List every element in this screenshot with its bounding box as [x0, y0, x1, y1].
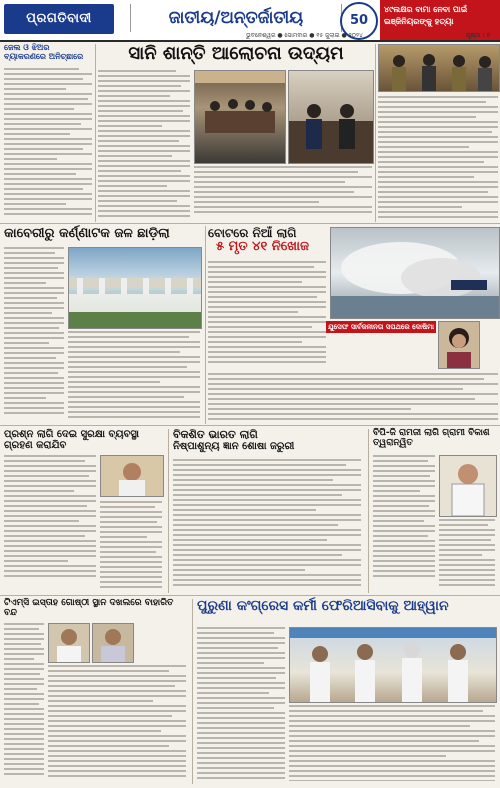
- politician-photo: [48, 623, 90, 663]
- row-divider: [0, 425, 500, 426]
- section-title: ଜାତୀୟ/ଅନ୍ତର୍ଜାତୀୟ: [130, 4, 342, 32]
- story-boat-fire[interactable]: [208, 227, 498, 423]
- politician-photo-image: [93, 624, 133, 662]
- politician-photo: [92, 623, 134, 663]
- story-body-text: [197, 627, 285, 781]
- story-headline: ସାନି ଶାନ୍ତି ଆଲୋଚନା ଉଦ୍ୟମ: [128, 43, 344, 64]
- meeting-photo: [194, 70, 286, 164]
- column-divider: [205, 226, 206, 424]
- story-body-text: [373, 455, 435, 591]
- column-divider: [375, 44, 376, 222]
- anniversary-badge: 50: [340, 2, 378, 40]
- boat-fire-photo: [330, 227, 500, 319]
- story-headline: ବିକଶିତ ଭାରତ ଲାଗି: [173, 428, 258, 441]
- story-body-text: [100, 501, 162, 591]
- story-body-text: [68, 331, 200, 421]
- story-body-text: [289, 705, 495, 781]
- story-developed-india[interactable]: [168, 429, 364, 593]
- story-headline: ପ୍ରଶ୍ନ ଲାଗି ଦେଇ ସୁରକ୍ଷା ବ୍ୟବସ୍ଥା ଗ୍ରହଣ କରାଯିବ: [4, 429, 140, 451]
- story-subheadline: ନିଷ୍ପାଶୁନ୍ୟ ଜ୍ଞାନ ଶୋଷା ଜରୁରୀ: [173, 441, 295, 453]
- dateline: [246, 32, 490, 42]
- story-body-text: [439, 519, 495, 591]
- story-body-text: [4, 247, 64, 421]
- column-divider: [95, 44, 96, 222]
- story-headline: ବୋଟରେ ନିଆଁ ଲାଗି: [208, 226, 297, 240]
- meeting-photo-image: [195, 71, 285, 163]
- police-photo: [378, 44, 500, 92]
- leaders-photo-image: [289, 71, 373, 163]
- story-body-text: [208, 373, 498, 421]
- page-number: ପୃଷ୍ଠା : ୧: [466, 32, 490, 39]
- portrait-photo-image: [439, 322, 479, 368]
- minister-photo-image: [101, 456, 163, 496]
- story-body-text: [98, 70, 190, 220]
- story-congress[interactable]: [192, 599, 498, 784]
- date-text: ଭୁବନେଶ୍ୱର ● ସୋମବାର ● ୧୫ ଜୁଲାଇ ● ୨୦୨୪: [246, 32, 363, 39]
- top-story-box[interactable]: ୪୯ଲକ୍ଷର ବାମା ନେବା ପାଇଁ ଇଞ୍ଜିନିୟରଙ୍କୁ ହତ୍ୟା: [380, 0, 500, 40]
- story-security[interactable]: [4, 429, 164, 593]
- story-body-text: [378, 96, 498, 220]
- speaker-photo: [439, 455, 497, 517]
- speaker-photo-image: [440, 456, 496, 516]
- story-body-text: [4, 455, 96, 591]
- newspaper-logo[interactable]: ପ୍ରଗତିବାଦୀ: [4, 4, 114, 34]
- story-kaveri[interactable]: [4, 227, 202, 423]
- boat-fire-photo-image: [331, 228, 499, 318]
- story-body-text: [173, 459, 361, 591]
- police-photo-image: [379, 45, 499, 91]
- story-subheadline: ୫ ମୃତ ୪୧ ନିଖୋଜ: [216, 239, 309, 255]
- congress-event-photo-image: [290, 628, 496, 702]
- masthead: [0, 0, 500, 42]
- story-tmc[interactable]: [4, 599, 188, 784]
- photo-caption: ଯୁସେଫ ସାର୍ବଜନୀନତା ସପଥରେ ଦୋଷିମା: [327, 323, 435, 331]
- story-headline: ପୁରୁଣା କଂଗ୍ରେସ କର୍ମୀ ଫେରିଆସିବାକୁ ଆହ୍ୱାନ: [197, 598, 449, 614]
- story-headline: ଟିଏମ୍‌ସି ଇସ୍ତାହ ଗୋଷ୍ଠୀ ସ୍ଥାନ ଦଖଲରେ ବାହାରିତ ବନ୍ଦ: [4, 598, 174, 618]
- dam-photo: [68, 247, 202, 329]
- story-body-text: [194, 166, 372, 220]
- congress-event-photo: [289, 627, 497, 703]
- story-body-text: [208, 261, 326, 369]
- story-left-column[interactable]: [4, 44, 92, 224]
- story-right-column[interactable]: [378, 44, 498, 222]
- portrait-photo: [438, 321, 480, 369]
- dam-photo-image: [69, 248, 201, 328]
- minister-photo: [100, 455, 164, 497]
- story-rural-development[interactable]: [368, 429, 498, 593]
- row-divider: [0, 595, 500, 596]
- story-body-text: [4, 68, 92, 218]
- story-headline: ବିପି-ଜି ରାମଜୀ ଲାଗି ଗ୍ରାମୀ ବିକାଶ ତ୍ୱରାନ୍ୱିତ: [373, 428, 490, 448]
- story-main[interactable]: [98, 44, 374, 222]
- story-headline: କାବେରୀରୁ କର୍ଣ୍ଣାଟକ ଜଳ ଛାଡ଼ିଲା: [4, 226, 170, 241]
- story-body-text: [48, 665, 186, 781]
- story-body-text: [4, 623, 44, 781]
- leaders-photo: [288, 70, 374, 164]
- politician-photo-image: [49, 624, 89, 662]
- story-headline: ଜେଲ ଓ ଝିଅର ବ୍ୟାକରଣରେ ଅନିଚ୍ଛାରେ: [4, 43, 84, 61]
